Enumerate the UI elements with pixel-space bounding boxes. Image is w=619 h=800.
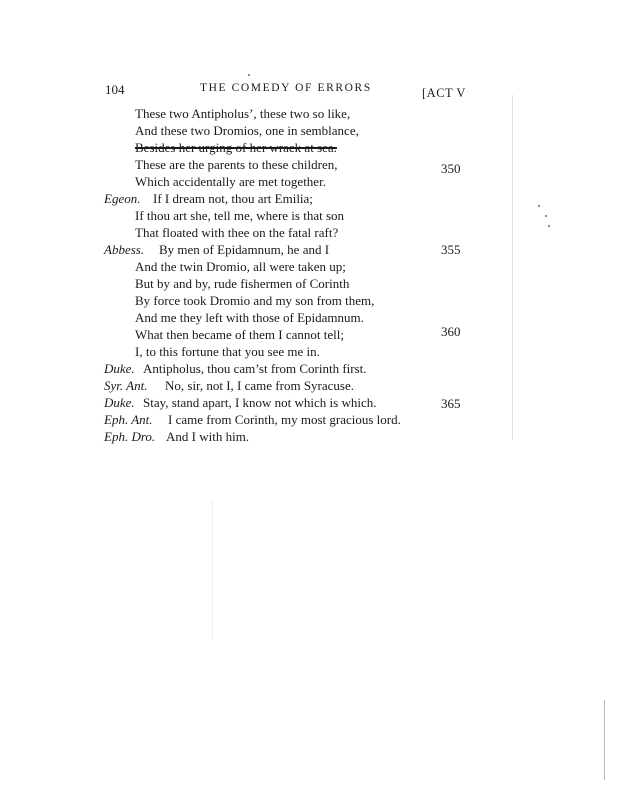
line-text: Stay, stand apart, I know not which is which. <box>143 395 377 410</box>
line-text: That floated with thee on the fatal raft? <box>135 225 339 240</box>
line-text: And these two Dromios, one in semblance, <box>135 123 359 138</box>
verse-line <box>0 429 619 446</box>
line-number: 360 <box>441 324 461 339</box>
verse-line <box>0 225 619 242</box>
verse-line <box>0 208 619 225</box>
verse-line <box>0 157 619 174</box>
scan-edge-line <box>512 95 513 440</box>
verse-line <box>0 310 619 327</box>
line-text: And me they left with those of Epidamnum. <box>135 310 364 325</box>
line-text: These are the parents to these children, <box>135 157 338 172</box>
scan-speck <box>248 74 250 76</box>
line-number: 355 <box>441 242 461 257</box>
scan-speck <box>545 215 547 217</box>
line-number: 365 <box>441 396 461 411</box>
line-text: But by and by, rude fishermen of Corinth <box>135 276 350 291</box>
line-text: Besides her urging of her wrack at sea. <box>135 140 337 155</box>
page-header <box>0 82 619 102</box>
speaker-name: Duke. <box>104 361 135 376</box>
verse-line <box>0 123 619 140</box>
verse-line <box>0 191 619 208</box>
line-number: 350 <box>441 161 461 176</box>
line-text: By force took Dromio and my son from them, <box>135 293 375 308</box>
struck-verse-line <box>0 140 619 157</box>
verse-line <box>0 259 619 276</box>
line-text: No, sir, not I, I came from Syracuse. <box>165 378 355 393</box>
verse-line <box>0 327 619 344</box>
line-text: And I with him. <box>166 429 250 444</box>
verse-line <box>0 395 619 412</box>
verse-line <box>0 276 619 293</box>
speaker-name: Eph. Dro. <box>104 429 156 444</box>
page-number: 104 <box>105 82 125 97</box>
line-text: If thou art she, tell me, where is that son <box>135 208 345 223</box>
scan-edge-line <box>604 700 605 780</box>
speaker-name: Abbess. <box>104 242 145 257</box>
line-text: I came from Corinth, my most gracious lord. <box>168 412 401 427</box>
line-text: And the twin Dromio, all were taken up; <box>135 259 346 274</box>
verse-line <box>0 174 619 191</box>
scan-speck <box>548 225 550 227</box>
line-text: Antipholus, thou cam’st from Corinth first. <box>143 361 367 376</box>
running-title: THE COMEDY OF ERRORS <box>200 82 372 94</box>
line-text: What then became of them I cannot tell; <box>135 327 344 342</box>
verse-line <box>0 242 619 259</box>
verse-line <box>0 106 619 123</box>
speaker-name: Duke. <box>104 395 135 410</box>
line-text: Which accidentally are met together. <box>135 174 326 189</box>
verse-line <box>0 361 619 378</box>
speaker-name: Egeon. <box>104 191 141 206</box>
scan-speck <box>538 205 540 207</box>
line-text: These two Antipholus’, these two so like, <box>135 106 351 121</box>
act-label: [ACT V <box>422 86 466 100</box>
speaker-name: Syr. Ant. <box>104 378 148 393</box>
line-text: I, to this fortune that you see me in. <box>135 344 320 359</box>
speaker-name: Eph. Ant. <box>104 412 153 427</box>
verse-line <box>0 293 619 310</box>
scan-streak <box>212 500 213 640</box>
verse-line <box>0 412 619 429</box>
verse-line <box>0 378 619 395</box>
line-text: By men of Epidamnum, he and I <box>159 242 330 257</box>
line-text: If I dream not, thou art Emilia; <box>153 191 313 206</box>
verse-line <box>0 344 619 361</box>
